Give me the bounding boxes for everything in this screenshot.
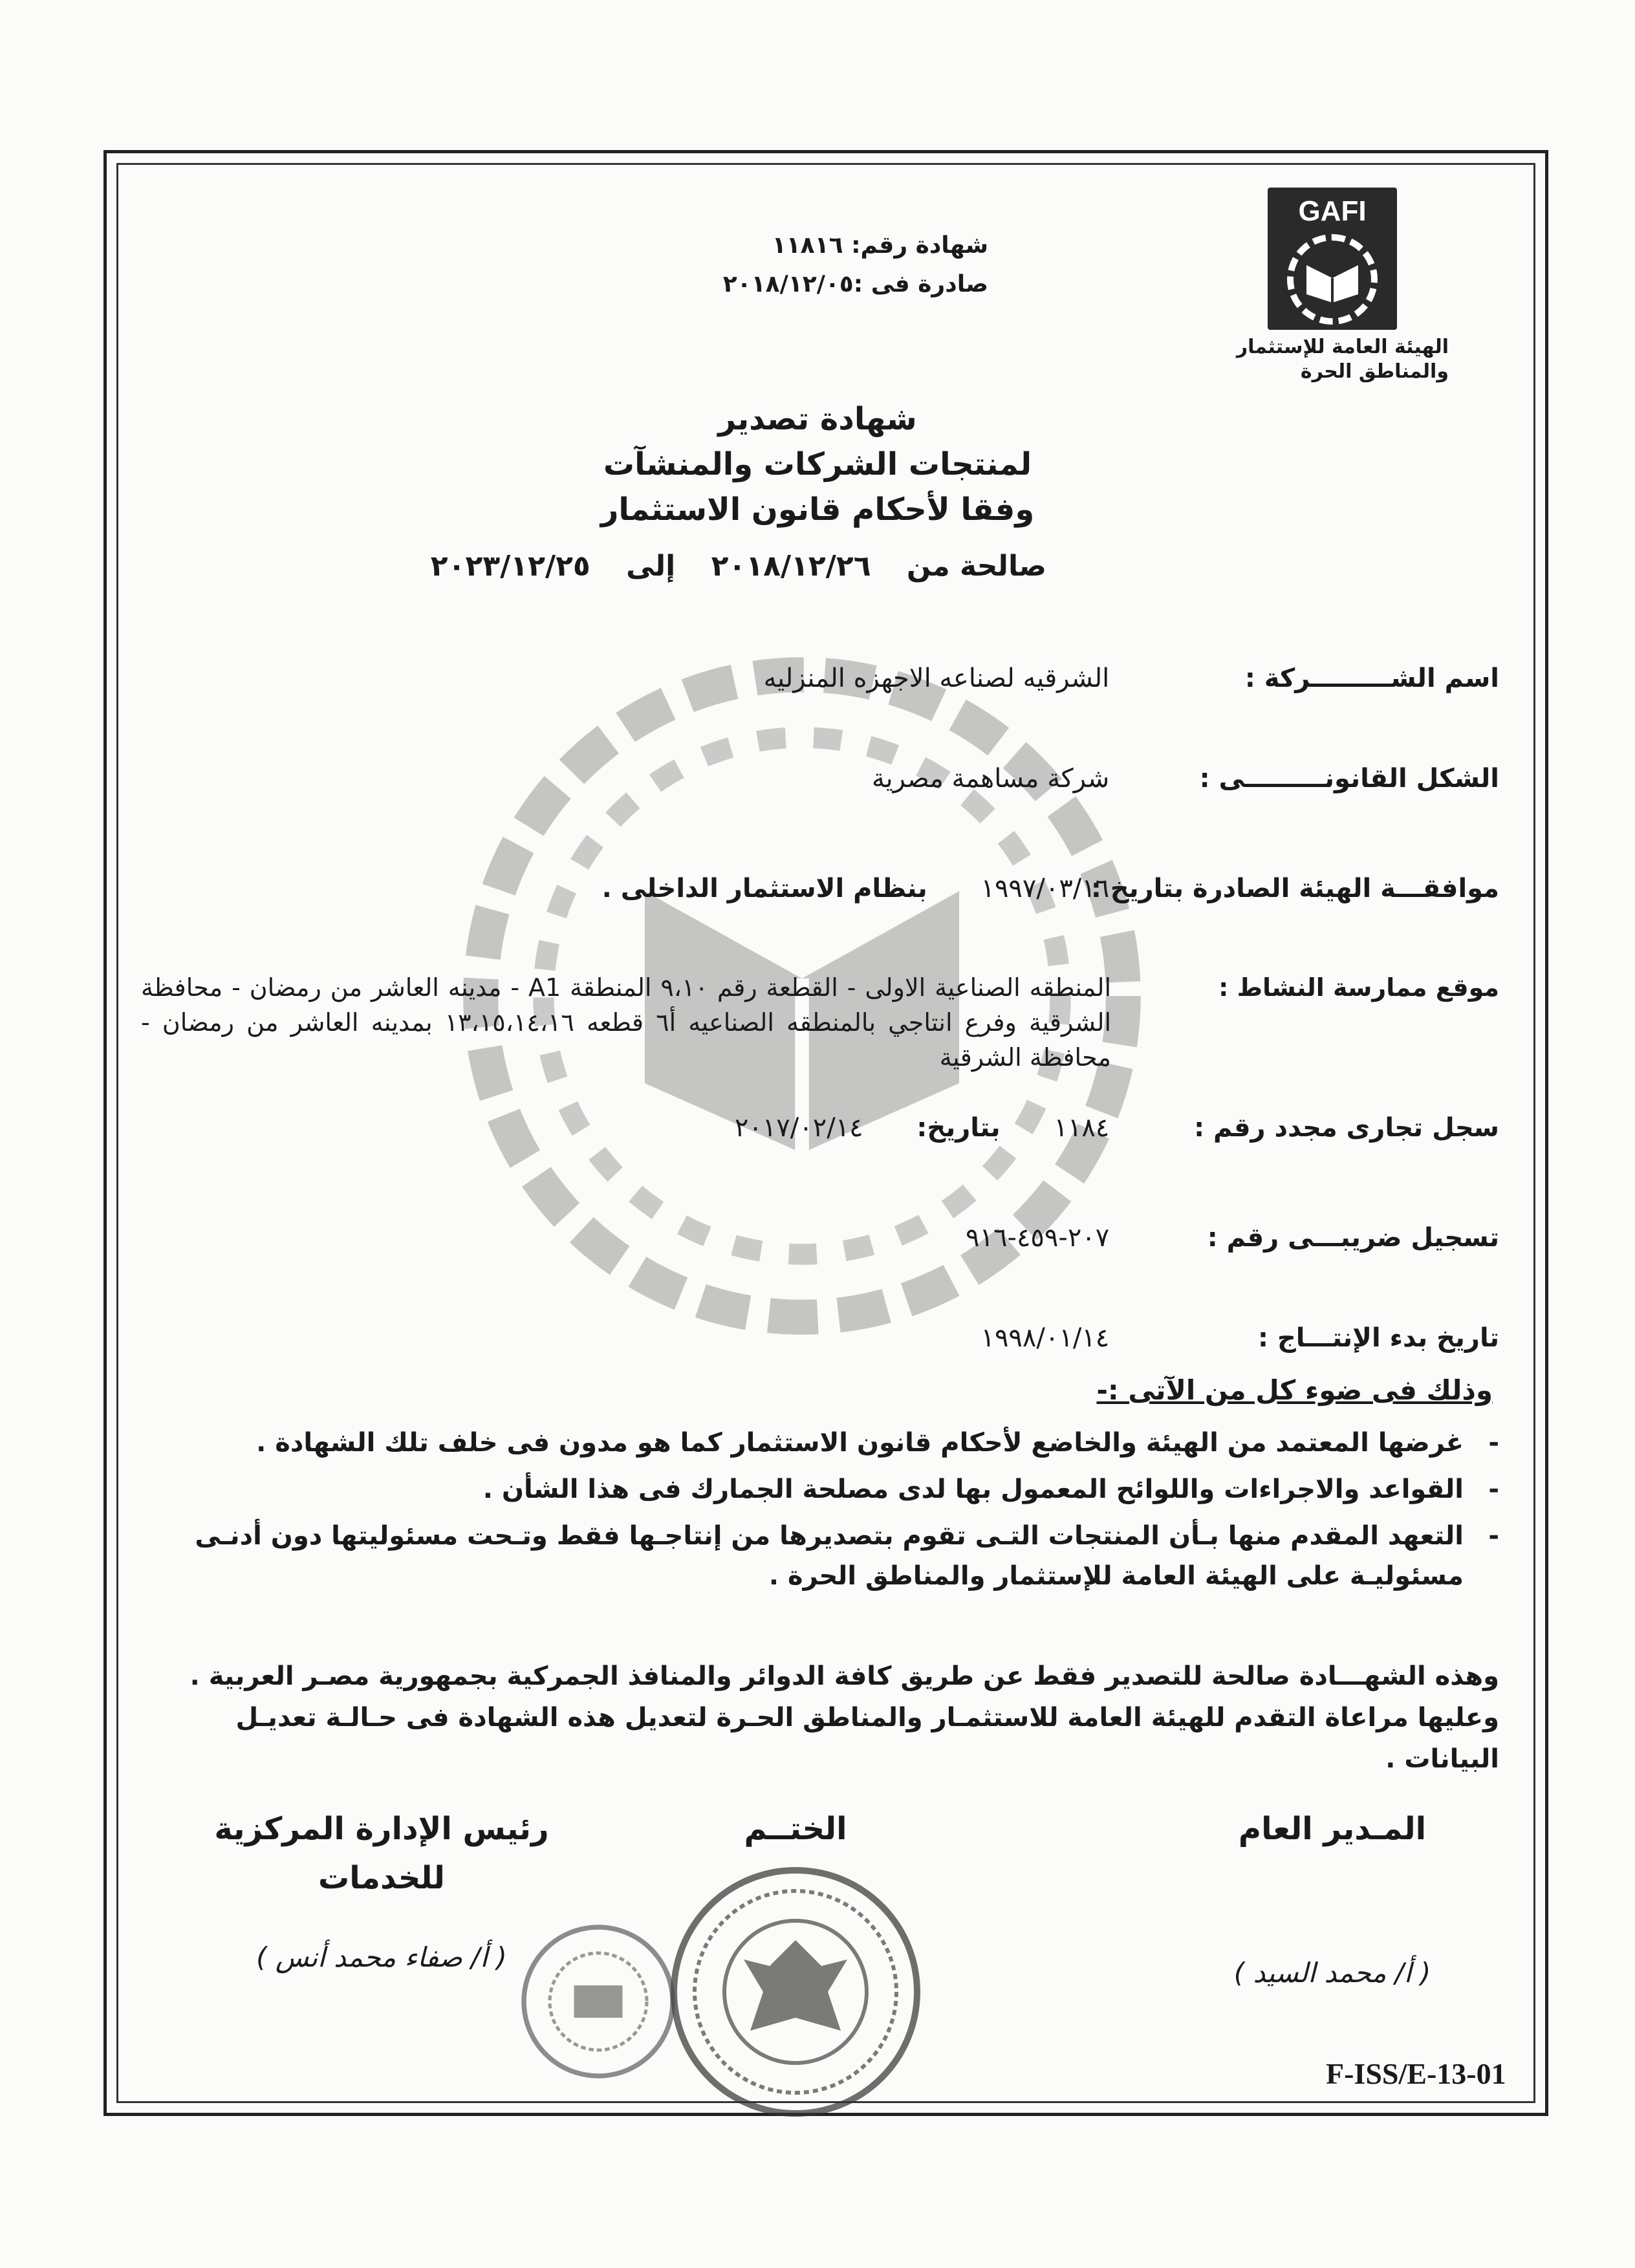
certificate-number: شهادة رقم: ١١٨١٦ — [772, 232, 988, 259]
official-eagle-stamp — [666, 1863, 925, 2121]
central-admin-title-2: للخدمات — [318, 1860, 445, 1896]
activity-location-value: المنطقه الصناعية الاولى - القطعة رقم ٩،١٠ المنطقة A1 - مدينه العاشر من رمضان - محافظة الشرقية وفرع انتاجي بالمنطقه الصناعيه أ٦ قطعه ١٣،١٥،١٤،١٦ بمدينه العاشر من رمضان - محافظة الشرقية — [141, 973, 1112, 1072]
production-start-row — [980, 1319, 1499, 1357]
condition-item: - القواعد والاجراءات واللوائح المعمول بها لدى مصلحة الجمارك فى هذا الشأن . — [154, 1469, 1499, 1509]
approval-row — [557, 870, 1499, 907]
valid-from-date: ٢٠١٨/١٢/٢٦ — [711, 550, 871, 583]
logo-caption-line2: والمناطق الحرة — [1300, 360, 1449, 383]
company-name-value: الشرقيه لصناعه الاجهزه المنزليه — [763, 664, 1110, 693]
logo-box — [1268, 188, 1397, 330]
approval-system: بنظام الاستثمار الداخلى . — [601, 874, 927, 903]
book-icon — [1305, 259, 1359, 304]
legal-form-label: الشكل القانونـــــــــى : — [1199, 764, 1499, 794]
closing-line-2: وعليها مراعاة التقدم للهيئة العامة للاستثمـار والمناطق الحـرة لتعديل هذه الشهادة فى حـالـة تعديـل البيانات . — [235, 1703, 1499, 1774]
legal-form-value: شركة مساهمة مصرية — [872, 764, 1110, 794]
commercial-register-label: سجل تجارى مجدد رقم : — [1194, 1113, 1499, 1143]
valid-to-label: إلى — [626, 550, 676, 583]
document-subtitle: لمنتجات الشركات والمنشآت — [603, 446, 1032, 482]
conditions-heading: وذلك فى ضوء كل من الآتى :- — [1096, 1374, 1493, 1406]
central-admin-name: ( أ/ صفاء محمد أنس ) — [256, 1941, 507, 1973]
gafi-logo — [1216, 188, 1449, 383]
general-manager-signature — [1216, 1811, 1449, 1989]
approval-label: موافقـــة الهيئة الصادرة بتاريخ : — [1090, 874, 1499, 903]
general-manager-name: ( أ/ محمد السيد ) — [1233, 1957, 1431, 1989]
validity-period — [405, 550, 1046, 583]
legal-form-row — [872, 760, 1499, 797]
condition-item: - غرضها المعتمد من الهيئة والخاضع لأحكام قانون الاستثمار كما هو مدون فى خلف تلك الشهادة . — [154, 1423, 1499, 1463]
tax-registration-label: تسجيل ضريبـــى رقم : — [1207, 1223, 1499, 1253]
tax-registration-row — [966, 1219, 1499, 1257]
logo-caption — [1216, 335, 1449, 384]
production-start-label: تاريخ بدء الإنتـــاج : — [1258, 1323, 1499, 1353]
company-name-label: اسم الشـــــــــركة : — [1244, 664, 1499, 693]
commercial-register-row — [735, 1109, 1499, 1147]
commercial-register-date: ٢٠١٧/٠٢/١٤ — [734, 1113, 863, 1143]
general-manager-title: المـدير العام — [1238, 1811, 1427, 1847]
closing-line-1: وهذه الشهـــادة صالحة للتصدير فقط عن طريق كافة الدوائر والمنافذ الجمركية بجمهورية مصـر العربية . — [189, 1661, 1499, 1691]
activity-location-label: موقع ممارسة النشاط : — [1218, 973, 1499, 1002]
commercial-register-date-label: بتاريخ: — [916, 1113, 1001, 1143]
closing-statement — [154, 1656, 1499, 1780]
production-start-date: ١٩٩٨/٠١/١٤ — [980, 1323, 1110, 1353]
form-code: F-ISS/E-13-01 — [1326, 2057, 1506, 2090]
valid-from-label: صالحة من — [906, 550, 1046, 583]
condition-item: - التعهد المقدم منها بـأن المنتجات التـى تقوم بتصديرها من إنتاجـها فقط وتـحت مسئوليتها دون أدنـى مسئوليـة على الهيئة العامة للإستثمار والمناطق الحرة . — [154, 1516, 1499, 1596]
document-title: شهادة تصدير — [718, 401, 917, 437]
certificate-number-block — [723, 226, 988, 304]
tax-registration-number: ٢٠٧-٤٥٩-٩١٦ — [966, 1223, 1110, 1253]
stamp-section — [698, 1811, 893, 1847]
round-stamp — [517, 1921, 679, 2082]
document-subtitle-2: وفقا لأحكام قانون الاستثمار — [600, 491, 1035, 528]
issue-date: صادرة فى :٢٠١٨/١٢/٠٥ — [722, 271, 988, 297]
company-name-row — [764, 660, 1499, 697]
logo-text: GAFI — [1298, 195, 1367, 227]
valid-to-date: ٢٠٢٣/١٢/٢٥ — [430, 550, 590, 583]
logo-caption-line1: الهيئة العامة للإستثمار — [1236, 336, 1449, 358]
approval-date: ١٩٩٧/٠٣/١٦ — [980, 874, 1110, 903]
stamp-label: الختــم — [744, 1811, 847, 1847]
commercial-register-number: ١١٨٤ — [1054, 1113, 1110, 1143]
conditions-list — [154, 1423, 1499, 1603]
central-admin-title: رئيس الإدارة المركزية — [214, 1811, 549, 1847]
